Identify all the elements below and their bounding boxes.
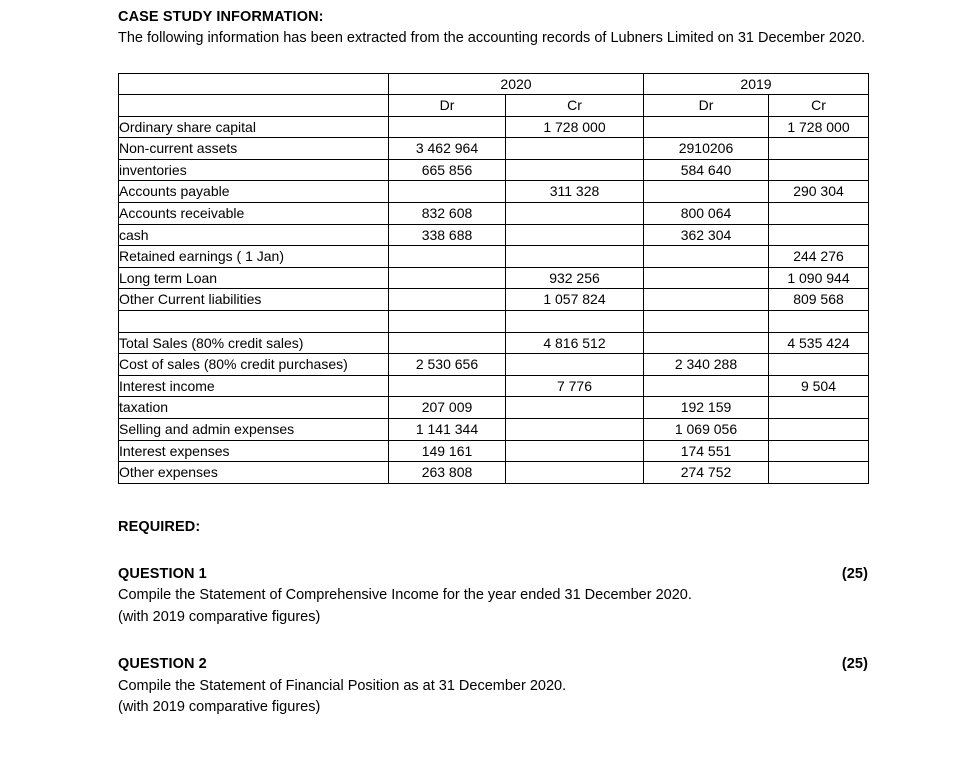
cell-cr-2019 [769,462,869,484]
table-header-year-row [119,73,869,95]
case-study-intro [118,0,870,50]
row-label: Other Current liabilities [119,289,389,311]
cell-cr-2019 [769,440,869,462]
row-label: Interest expenses [119,440,389,462]
cell-cr-2019 [769,224,869,246]
header-blank-corner [119,73,389,95]
row-label: Non-current assets [119,138,389,160]
cell-dr-2020 [389,289,506,311]
cell-cr-2019 [769,159,869,181]
row-label: inventories [119,159,389,181]
cell-dr-2019 [644,116,769,138]
question-title-row [118,654,868,676]
cell-dr-2020: 338 688 [389,224,506,246]
cell-dr-2020: 1 141 344 [389,419,506,441]
cell-cr-2019 [769,397,869,419]
trial-balance-table-wrapper [118,73,870,484]
question-block [118,564,870,629]
cell-cr-2019 [769,203,869,225]
table-row [119,397,869,419]
cell-cr-2020: 4 816 512 [506,332,644,354]
cell-cr-2019: 9 504 [769,375,869,397]
cell-cr-2019 [769,419,869,441]
cell-dr-2020 [389,267,506,289]
row-label: taxation [119,397,389,419]
table-row [119,375,869,397]
table-row [119,246,869,268]
cell-cr-2019 [769,354,869,376]
table-spacer-row [119,311,869,333]
cell-cr-2019: 809 568 [769,289,869,311]
question-line2: (with 2019 comparative figures) [118,699,321,716]
question-title-row [118,564,868,586]
table-header-drcr-row [119,95,869,117]
question-title: QUESTION 2 [118,656,207,673]
cell-dr-2019: 274 752 [644,462,769,484]
table-row [119,203,869,225]
cell-dr-2020: 3 462 964 [389,138,506,160]
table-row [119,159,869,181]
cell-dr-2020: 207 009 [389,397,506,419]
cell-dr-2019 [644,267,769,289]
table-row [119,116,869,138]
cell-dr-2019 [644,181,769,203]
table-row [119,181,869,203]
header-dr-2019: Dr [644,95,769,117]
row-label: Interest income [119,375,389,397]
cell-cr-2020 [506,462,644,484]
header-year-2019: 2019 [644,73,869,95]
row-label: Other expenses [119,462,389,484]
cell-cr-2020: 1 728 000 [506,116,644,138]
cell-dr-2020 [389,181,506,203]
trial-balance-table [118,73,869,484]
cell-cr-2020: 932 256 [506,267,644,289]
cell-dr-2019: 1 069 056 [644,419,769,441]
questions-list [118,564,870,719]
cell-cr-2019 [769,138,869,160]
cell-cr-2020 [506,397,644,419]
row-label: Selling and admin expenses [119,419,389,441]
table-row [119,138,869,160]
table-row [119,332,869,354]
cell-cr-2020 [506,440,644,462]
cell-cr-2019: 290 304 [769,181,869,203]
table-header [119,73,869,116]
row-label [119,311,389,333]
cell-cr-2020 [506,311,644,333]
required-heading: REQUIRED: [118,518,201,535]
cell-cr-2020 [506,246,644,268]
row-label: Ordinary share capital [119,116,389,138]
table-row [119,419,869,441]
cell-dr-2019: 584 640 [644,159,769,181]
table-row [119,462,869,484]
cell-cr-2020: 1 057 824 [506,289,644,311]
cell-dr-2019: 2910206 [644,138,769,160]
cell-dr-2019 [644,375,769,397]
question-title: QUESTION 1 [118,565,207,582]
cell-cr-2020 [506,159,644,181]
question-line2: (with 2019 comparative figures) [118,608,321,625]
row-label: Long term Loan [119,267,389,289]
question-marks: (25) [841,565,868,582]
question-line1: Compile the Statement of Comprehensive Income for the year ended 31 December 2020. [118,587,692,604]
question-line1: Compile the Statement of Financial Position as at 31 December 2020. [118,677,567,694]
cell-dr-2020: 665 856 [389,159,506,181]
cell-cr-2019: 244 276 [769,246,869,268]
cell-cr-2019: 1 090 944 [769,267,869,289]
cell-cr-2019 [769,311,869,333]
cell-dr-2020: 832 608 [389,203,506,225]
cell-dr-2020 [389,116,506,138]
cell-cr-2020 [506,138,644,160]
table-row [119,440,869,462]
row-label: cash [119,224,389,246]
header-cr-2020: Cr [506,95,644,117]
table-row [119,289,869,311]
cell-dr-2020 [389,311,506,333]
cell-dr-2019 [644,289,769,311]
cell-cr-2019: 4 535 424 [769,332,869,354]
cell-cr-2020 [506,354,644,376]
table-row [119,224,869,246]
cell-cr-2020: 311 328 [506,181,644,203]
cell-dr-2019: 2 340 288 [644,354,769,376]
row-label: Retained earnings ( 1 Jan) [119,246,389,268]
cell-dr-2020 [389,246,506,268]
cell-dr-2019: 800 064 [644,203,769,225]
row-label: Total Sales (80% credit sales) [119,332,389,354]
row-label: Cost of sales (80% credit purchases) [119,354,389,376]
header-blank-label [119,95,389,117]
cell-cr-2020 [506,419,644,441]
question-block [118,654,870,719]
cell-dr-2020: 2 530 656 [389,354,506,376]
table-row [119,354,869,376]
table-body [119,116,869,483]
cell-dr-2020: 263 808 [389,462,506,484]
cell-dr-2020 [389,375,506,397]
cell-dr-2019: 174 551 [644,440,769,462]
table-row [119,267,869,289]
cell-dr-2019 [644,332,769,354]
cell-cr-2019: 1 728 000 [769,116,869,138]
cell-dr-2019: 192 159 [644,397,769,419]
header-dr-2020: Dr [389,95,506,117]
case-study-body: The following information has been extracted from the accounting records of Lubners Limited on 31 December 2020. [118,30,866,46]
cell-dr-2020: 149 161 [389,440,506,462]
header-cr-2019: Cr [769,95,869,117]
cell-dr-2019: 362 304 [644,224,769,246]
document-page [118,0,870,719]
case-study-heading: CASE STUDY INFORMATION: [118,9,324,25]
cell-dr-2019 [644,246,769,268]
cell-dr-2019 [644,311,769,333]
cell-dr-2020 [389,332,506,354]
row-label: Accounts receivable [119,203,389,225]
cell-cr-2020 [506,203,644,225]
cell-cr-2020: 7 776 [506,375,644,397]
cell-cr-2020 [506,224,644,246]
question-marks: (25) [841,656,868,673]
header-year-2020: 2020 [389,73,644,95]
row-label: Accounts payable [119,181,389,203]
